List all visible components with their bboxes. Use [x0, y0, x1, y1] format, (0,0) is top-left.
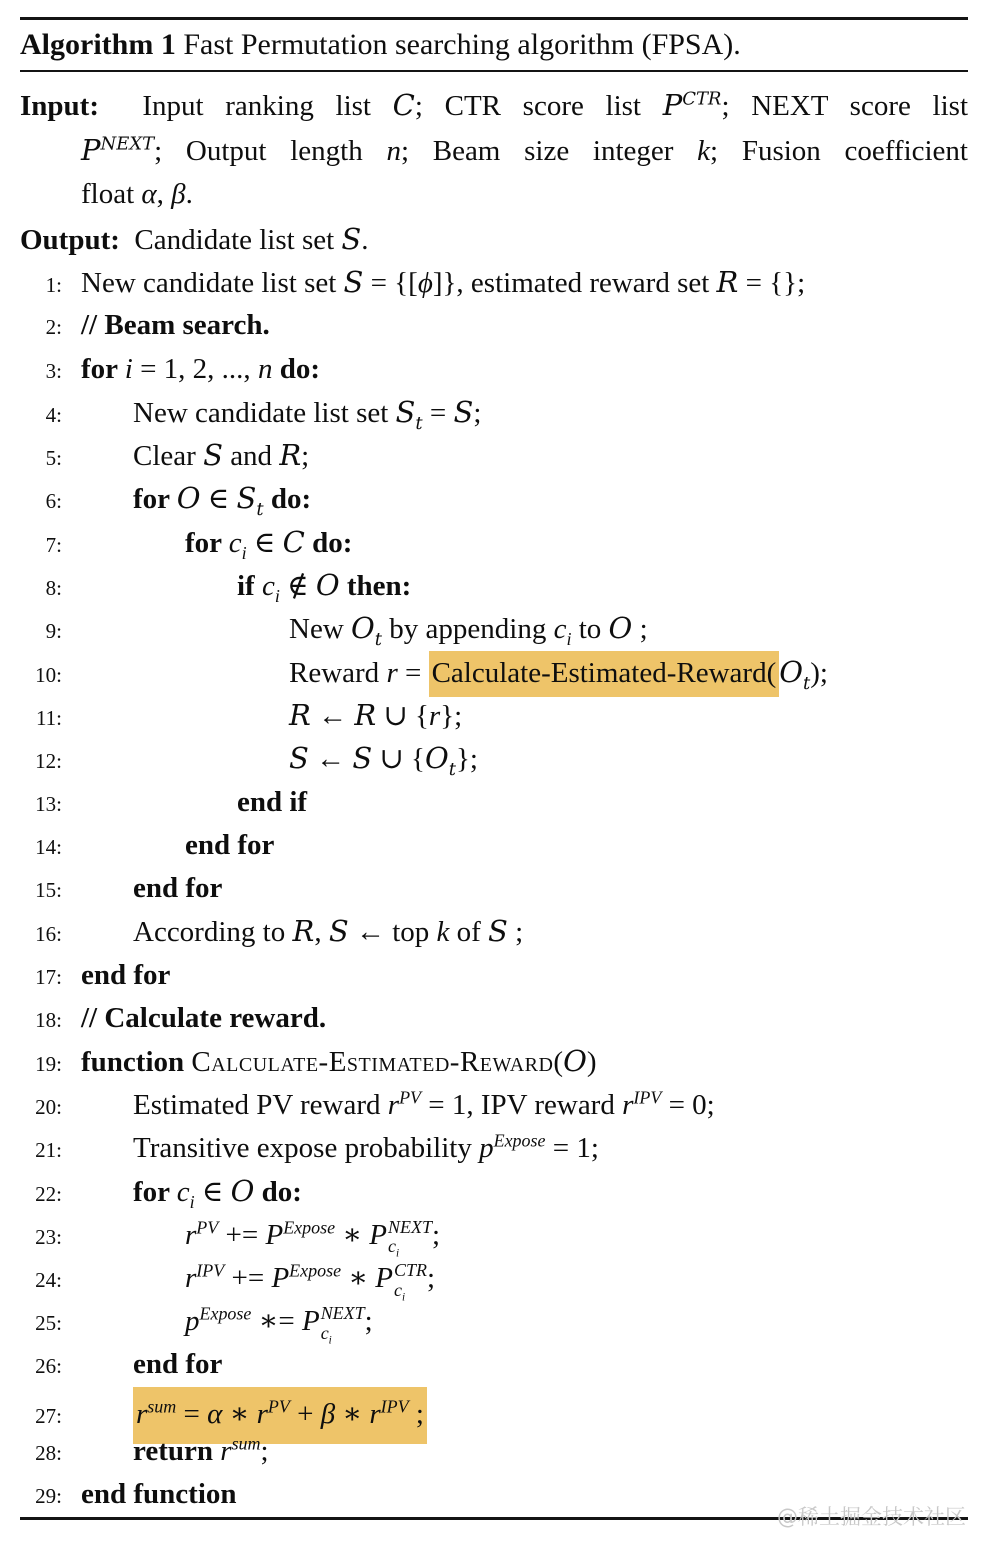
- line-content: [81, 261, 805, 305]
- text-segment: // Calculate reward.: [81, 1002, 327, 1035]
- text-segment: ;: [364, 1305, 373, 1338]
- text-segment: for: [81, 352, 125, 385]
- line-number: 12:: [35, 749, 62, 774]
- algorithm-body: [20, 261, 968, 1517]
- line-content: [81, 1040, 597, 1084]
- superscript: [289, 1260, 341, 1280]
- text-segment: t: [374, 629, 383, 651]
- text-segment: According to: [133, 916, 293, 949]
- superscript: [268, 1396, 290, 1416]
- text-segment: β: [320, 1397, 336, 1430]
- line-number: 5:: [45, 446, 62, 471]
- text-segment: ]}, estimated reward set: [432, 267, 717, 299]
- algo-line-22: [20, 1170, 968, 1213]
- text-segment: PV: [399, 1086, 422, 1107]
- text-segment: of: [449, 916, 489, 949]
- text-segment: ;: [260, 1435, 269, 1468]
- stacked-script: [388, 1216, 432, 1260]
- text-segment: ;: [507, 916, 524, 949]
- text-segment: IPV: [196, 1260, 225, 1281]
- text-segment: end for: [133, 872, 223, 905]
- text-segment: = 1;: [545, 1131, 599, 1164]
- text-segment: $P^{NEXT}$: [81, 132, 155, 167]
- line-content: [289, 694, 462, 738]
- text-segment: ∪ {: [372, 743, 425, 776]
- text-segment: α: [207, 1397, 223, 1430]
- text-segment: };: [455, 743, 478, 776]
- text-segment: ;: [632, 613, 648, 646]
- text-segment: $P^{Expose}$: [271, 1260, 342, 1294]
- text-segment: ← top: [348, 916, 437, 949]
- line-number: 28:: [35, 1441, 62, 1466]
- text-segment: ;: [408, 1397, 424, 1430]
- text-segment: = {};: [738, 267, 806, 299]
- line-number: 17:: [35, 964, 62, 989]
- algo-line-14: [20, 824, 968, 867]
- text-segment: i: [396, 1247, 400, 1260]
- algo-line-10: [20, 651, 968, 694]
- line-number: 6:: [45, 489, 62, 514]
- line-content: [185, 1300, 373, 1347]
- line-content: [133, 1127, 599, 1170]
- text-segment: r: [386, 656, 398, 689]
- superscript: [232, 1433, 261, 1453]
- line-number: 2:: [45, 315, 62, 340]
- line-content: [133, 867, 222, 910]
- line-content: [81, 997, 326, 1040]
- text-segment: ; Output length: [154, 134, 387, 167]
- algo-line-26: [20, 1343, 968, 1386]
- line-number: 10:: [35, 662, 62, 687]
- text-segment: t: [803, 672, 811, 694]
- line-number: 3:: [45, 358, 62, 383]
- text-segment: C: [392, 88, 415, 122]
- text-segment: S: [453, 394, 474, 429]
- text-segment: P NEXT $c_i$: [301, 1303, 365, 1347]
- text-segment: $P^{CTR}$: [662, 88, 722, 122]
- algo-line-1: [20, 261, 968, 304]
- stacked-script: [394, 1259, 427, 1304]
- text-segment: function: [81, 1046, 192, 1079]
- text-segment: New: [289, 613, 352, 646]
- text-segment: i: [328, 1334, 332, 1347]
- text-segment: return: [133, 1435, 221, 1468]
- text-segment: = 0;: [661, 1088, 715, 1121]
- text-segment: $r^{PV}$: [387, 1086, 422, 1121]
- text-segment: +: [289, 1397, 321, 1430]
- line-number: 29:: [35, 1484, 62, 1509]
- text-segment: i: [274, 585, 280, 606]
- text-segment: =: [176, 1397, 208, 1430]
- line-content: [81, 954, 170, 997]
- algo-line-20: [20, 1084, 968, 1127]
- text-segment: R: [354, 697, 377, 732]
- algo-line-5: [20, 434, 968, 477]
- text-segment: $c_i$: [176, 1176, 195, 1213]
- subscript: [449, 759, 456, 780]
- text-segment: t: [256, 499, 264, 521]
- text-segment: k: [436, 916, 450, 949]
- line-number: 18:: [35, 1008, 62, 1033]
- text-segment: if: [237, 570, 262, 603]
- text-segment: Clear: [133, 440, 204, 473]
- text-segment: t: [448, 759, 456, 781]
- text-segment: +=: [218, 1218, 266, 1251]
- text-segment: float: [81, 178, 142, 210]
- text-segment: $c_i$: [320, 1322, 332, 1347]
- text-segment: end for: [133, 1348, 223, 1381]
- text-segment: Expose: [493, 1130, 546, 1151]
- text-segment: i: [124, 352, 133, 385]
- stacked-script: [320, 1303, 365, 1347]
- algo-line-28: [20, 1430, 968, 1473]
- text-segment: .: [185, 178, 193, 210]
- text-segment: $p^{Expose}$: [479, 1130, 546, 1164]
- io-line: [20, 128, 968, 173]
- line-content: [237, 564, 411, 608]
- text-segment: NEXT: [100, 132, 155, 154]
- text-segment: ;: [431, 1218, 441, 1251]
- text-segment: ;: [426, 1261, 436, 1294]
- text-segment: ;: [473, 396, 482, 429]
- text-segment: CTR: [394, 1259, 427, 1280]
- text-segment: ,: [156, 178, 172, 210]
- line-number: 19:: [35, 1052, 62, 1077]
- line-content: [289, 737, 478, 781]
- text-segment: ): [586, 1046, 597, 1079]
- text-segment: and: [222, 440, 280, 473]
- text-segment: // Beam search.: [81, 309, 270, 342]
- line-content: [133, 1084, 715, 1127]
- text-segment: Expose: [199, 1303, 252, 1324]
- text-segment: Candidate list set: [119, 223, 342, 256]
- text-segment: $O_t$: [351, 611, 383, 651]
- text-segment: end if: [237, 785, 308, 818]
- algo-line-17: [20, 954, 968, 997]
- text-segment: $p^{Expose}$: [185, 1303, 252, 1338]
- text-segment: Expose: [289, 1260, 342, 1281]
- text-segment: do:: [272, 352, 320, 385]
- text-segment: k: [697, 134, 711, 167]
- text-segment: ←: [310, 699, 355, 732]
- superscript: [147, 1396, 176, 1416]
- text-segment: $O_t$: [779, 654, 811, 694]
- superscript: [399, 1087, 421, 1107]
- algo-line-21: [20, 1127, 968, 1170]
- text-segment: S: [328, 914, 349, 949]
- line-content: [185, 1257, 436, 1304]
- line-content: [133, 910, 523, 954]
- line-content: [133, 391, 481, 435]
- algo-line-19: [20, 1040, 968, 1083]
- text-segment: O: [608, 611, 633, 646]
- algo-line-27: [20, 1387, 968, 1430]
- text-segment: .: [361, 223, 369, 256]
- text-segment: S: [289, 741, 309, 776]
- text-segment: n: [386, 134, 401, 167]
- algo-line-16: [20, 910, 968, 953]
- text-segment: Calculate-Estimated-Reward: [191, 1046, 554, 1079]
- text-segment: P NEXT $c_i$: [369, 1216, 432, 1260]
- superscript: [101, 133, 155, 154]
- text-segment: S: [341, 221, 362, 256]
- text-segment: = 1, 2, ...,: [132, 352, 258, 385]
- text-segment: then:: [339, 570, 412, 603]
- text-segment: α: [141, 178, 157, 210]
- io-line: [20, 172, 968, 217]
- text-segment: Expose: [283, 1216, 336, 1237]
- text-segment: sum: [147, 1396, 177, 1417]
- line-number: 26:: [35, 1354, 62, 1379]
- text-segment: C: [282, 524, 305, 559]
- superscript: [196, 1217, 218, 1237]
- text-segment: do:: [263, 483, 312, 516]
- line-content: [133, 1430, 269, 1473]
- superscript: [381, 1396, 409, 1416]
- line-number: 11:: [35, 705, 62, 730]
- superscript: [633, 1087, 661, 1107]
- text-segment: ; Beam size integer: [400, 134, 698, 167]
- text-segment: ∗: [335, 1397, 370, 1430]
- text-segment: Transitive expose probability: [133, 1131, 480, 1164]
- text-segment: $c_i$: [388, 1236, 400, 1260]
- text-segment: +=: [224, 1261, 272, 1294]
- text-segment: NEXT: [388, 1216, 432, 1237]
- line-number: 15:: [35, 878, 62, 903]
- text-segment: O: [563, 1044, 587, 1079]
- text-segment: $r^{PV}$: [185, 1216, 219, 1251]
- text-segment: ;: [301, 440, 310, 473]
- text-segment: ∉: [279, 570, 316, 603]
- text-segment: ∈: [200, 483, 237, 516]
- text-segment: ←: [308, 743, 353, 776]
- line-number: 21:: [35, 1137, 62, 1162]
- text-segment: O: [230, 1174, 255, 1209]
- io-line: [20, 83, 968, 128]
- text-segment: P CTR $c_i$: [375, 1259, 427, 1304]
- text-segment: Output:: [20, 223, 120, 256]
- line-number: 9:: [45, 619, 62, 644]
- watermark: @稀土掘金技术社区: [777, 1505, 966, 1529]
- text-segment: $P^{Expose}$: [265, 1216, 336, 1251]
- algorithm-title: [20, 20, 968, 70]
- line-number: 16:: [35, 922, 62, 947]
- text-segment: ,: [314, 916, 329, 949]
- text-segment: ; CTR score list: [414, 90, 663, 122]
- line-content: [81, 348, 320, 391]
- text-segment: O: [315, 568, 340, 603]
- text-segment: Input:: [20, 90, 99, 122]
- algo-line-25: [20, 1300, 968, 1347]
- text-segment: New candidate list set: [81, 267, 344, 299]
- text-segment: ∪ {: [376, 699, 429, 732]
- line-content: [185, 521, 352, 565]
- algo-line-12: [20, 737, 968, 780]
- text-segment: t: [415, 412, 423, 434]
- superscript: [283, 1217, 335, 1237]
- algorithm-label: Algorithm 1: [20, 28, 176, 61]
- line-content: [185, 824, 274, 867]
- algo-line-23: [20, 1214, 968, 1260]
- text-segment: r: [428, 699, 441, 732]
- line-number: 25:: [35, 1311, 62, 1336]
- text-segment: end function: [81, 1478, 237, 1511]
- algo-line-7: [20, 521, 968, 564]
- text-segment: for: [133, 1176, 177, 1209]
- text-segment: (: [553, 1046, 564, 1079]
- line-number: 8:: [45, 576, 62, 601]
- text-segment: =: [397, 656, 429, 689]
- superscript: [494, 1130, 546, 1150]
- subscript: [256, 499, 263, 520]
- text-segment: n: [257, 352, 273, 385]
- algo-line-15: [20, 867, 968, 910]
- text-segment: for: [133, 483, 177, 516]
- text-segment: R: [716, 265, 739, 299]
- line-content: [133, 1170, 302, 1214]
- text-segment: do:: [304, 526, 353, 559]
- text-segment: CTR: [682, 88, 722, 110]
- line-content: [133, 1343, 222, 1386]
- text-segment: ∈: [194, 1176, 231, 1209]
- text-segment: = {[: [363, 267, 418, 299]
- subscript: [415, 413, 422, 434]
- text-segment: sum: [231, 1433, 261, 1454]
- line-number: 27:: [35, 1403, 62, 1428]
- text-segment: ∈: [246, 526, 283, 559]
- line-number: 20:: [35, 1094, 62, 1119]
- line-number: 22:: [35, 1182, 62, 1207]
- text-segment: S: [488, 914, 508, 949]
- line-number: 7:: [45, 532, 62, 557]
- text-segment: Input ranking list: [99, 90, 393, 122]
- text-segment: $c_i$: [553, 613, 572, 650]
- text-segment: $r^{PV}$: [256, 1396, 290, 1430]
- text-segment: $r^{IPV}$: [369, 1396, 409, 1430]
- line-number: 23:: [35, 1224, 62, 1249]
- text-segment: Reward: [289, 656, 387, 689]
- line-number: 14:: [35, 834, 62, 859]
- line-number: 4:: [45, 402, 62, 427]
- algo-line-4: [20, 391, 968, 434]
- text-segment: $c_i$: [261, 570, 280, 606]
- text-segment: ; NEXT score list: [721, 90, 968, 122]
- text-segment: R: [279, 438, 302, 473]
- text-segment: R: [292, 914, 315, 949]
- text-segment: S: [203, 438, 223, 473]
- text-segment: do:: [254, 1176, 302, 1209]
- subscript: [402, 1291, 405, 1303]
- algorithm-figure: [0, 17, 991, 1562]
- text-segment: Estimated PV reward: [133, 1088, 388, 1121]
- line-content: [237, 781, 307, 824]
- text-segment: Calculate-Estimated-Reward(: [429, 651, 780, 697]
- text-segment: $S_t$: [236, 481, 264, 521]
- text-segment: NEXT: [320, 1303, 365, 1324]
- text-segment: PV: [267, 1396, 290, 1417]
- text-segment: ∗=: [251, 1305, 302, 1338]
- text-segment: ; Fusion coefficient: [710, 134, 968, 167]
- algo-line-2: [20, 304, 968, 347]
- subscript: [329, 1335, 332, 1347]
- text-segment: );: [810, 656, 828, 689]
- text-segment: IPV: [633, 1086, 662, 1107]
- text-segment: to: [571, 613, 609, 646]
- algo-line-6: [20, 477, 968, 520]
- line-content: [81, 1473, 237, 1516]
- text-segment: β: [171, 178, 186, 210]
- line-content: [133, 434, 309, 478]
- text-segment: O: [176, 481, 201, 516]
- algo-line-18: [20, 997, 968, 1040]
- line-number: 24:: [35, 1267, 62, 1292]
- line-content: [185, 1214, 441, 1260]
- text-segment: i: [566, 629, 572, 650]
- text-segment: IPV: [380, 1396, 409, 1417]
- line-content: [81, 304, 270, 347]
- text-segment: =: [422, 396, 454, 429]
- text-segment: $r^{IPV}$: [185, 1260, 225, 1294]
- text-segment: i: [241, 542, 247, 563]
- text-segment: = 1, IPV reward: [421, 1088, 623, 1121]
- text-segment: PV: [196, 1216, 219, 1237]
- algo-line-24: [20, 1257, 968, 1304]
- text-segment: ϕ: [417, 267, 433, 299]
- text-segment: R: [289, 697, 311, 732]
- text-segment: };: [440, 699, 463, 732]
- text-segment: S: [343, 265, 364, 299]
- text-segment: for: [185, 526, 229, 559]
- algo-line-9: [20, 607, 968, 650]
- superscript: [200, 1303, 252, 1323]
- algo-line-8: [20, 564, 968, 607]
- text-segment: $r^{sum}$: [220, 1433, 261, 1468]
- text-segment: i: [189, 1192, 195, 1213]
- text-segment: $r^{sum}$: [136, 1396, 177, 1430]
- line-number: 1:: [45, 273, 62, 297]
- text-segment: end for: [81, 958, 171, 991]
- io-line: [20, 217, 968, 262]
- text-segment: end for: [185, 828, 275, 861]
- algo-line-3: [20, 348, 968, 391]
- algorithm-caption: Fast Permutation searching algorithm (FPSA).: [175, 28, 741, 61]
- text-segment: $O_t$: [424, 741, 456, 781]
- text-segment: ∗: [341, 1261, 376, 1294]
- text-segment: $S_t$: [395, 394, 423, 434]
- text-segment: ∗: [222, 1397, 257, 1430]
- line-content: [289, 607, 648, 651]
- io-block: [20, 72, 968, 261]
- line-content: [133, 477, 311, 521]
- text-segment: $c_i$: [394, 1279, 406, 1304]
- subscript: [375, 629, 382, 650]
- text-segment: $c_i$: [228, 526, 247, 563]
- line-content: [289, 651, 828, 695]
- text-segment: S: [352, 741, 373, 776]
- algo-line-13: [20, 781, 968, 824]
- algo-line-11: [20, 694, 968, 737]
- superscript: [196, 1260, 224, 1280]
- text-segment: New candidate list set: [133, 396, 396, 429]
- superscript: [682, 88, 721, 109]
- text-segment: ∗: [335, 1218, 370, 1251]
- text-segment: by appending: [382, 613, 554, 646]
- text-segment: i: [401, 1291, 406, 1304]
- text-segment: $r^{IPV}$: [622, 1086, 662, 1121]
- line-number: 13:: [35, 791, 62, 816]
